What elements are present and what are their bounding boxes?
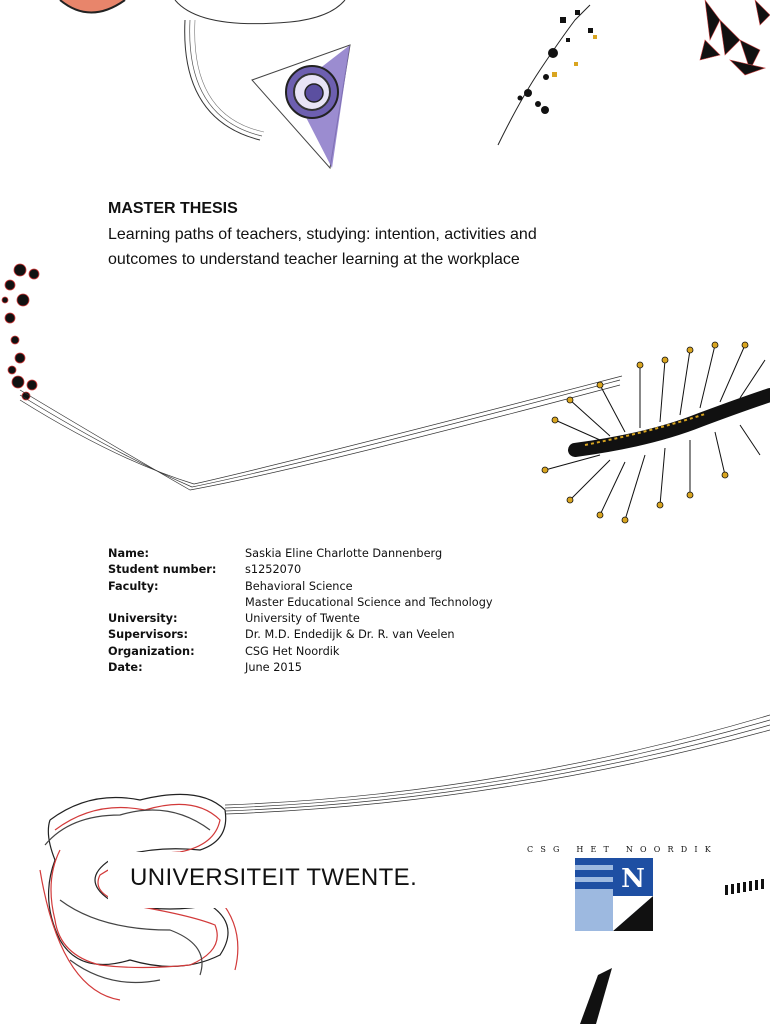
info-table xyxy=(108,546,493,676)
dotted-branch-decoration xyxy=(498,5,597,145)
info-row xyxy=(108,546,493,562)
lower-sweeping-lines-decoration xyxy=(225,715,770,814)
info-value: Master Educational Science and Technology xyxy=(245,595,493,609)
info-row xyxy=(108,644,493,660)
school-logo-text: CSG HET NOORDIK xyxy=(527,845,718,854)
info-value: Behavioral Science xyxy=(245,579,353,593)
info-value: CSG Het Noordik xyxy=(245,644,340,658)
purple-triangle-decoration xyxy=(252,45,350,168)
top-right-geometric-decoration xyxy=(700,0,770,75)
info-value: s1252070 xyxy=(245,563,302,577)
caterpillar-decoration xyxy=(542,342,770,523)
info-value: June 2015 xyxy=(245,661,302,675)
school-logo-letter: N xyxy=(621,864,645,894)
info-row xyxy=(108,562,493,578)
info-label: Date: xyxy=(108,661,143,675)
title-block xyxy=(108,200,548,272)
info-label: Name: xyxy=(108,547,150,560)
university-twente-logo xyxy=(108,852,428,908)
info-row xyxy=(108,595,493,611)
info-label: University: xyxy=(108,612,178,626)
info-row xyxy=(108,611,493,627)
info-label xyxy=(108,595,245,611)
info-value: Dr. M.D. Endedijk & Dr. R. van Veelen xyxy=(245,628,455,642)
info-label: Organization: xyxy=(108,644,195,658)
thesis-title: Learning paths of teachers, studying: intention, activities and outcomes to understand teacher learning at the workplace xyxy=(108,226,537,268)
info-value: Saskia Eline Charlotte Dannenberg xyxy=(245,547,443,560)
info-row xyxy=(108,660,493,676)
info-row xyxy=(108,579,493,595)
left-dotted-column-decoration xyxy=(2,264,39,400)
school-logo-icon xyxy=(575,858,653,931)
info-label: Supervisors: xyxy=(108,628,189,642)
info-label: Student number: xyxy=(108,563,217,577)
thesis-label: MASTER THESIS xyxy=(108,200,238,217)
info-label: Faculty: xyxy=(108,579,159,593)
university-logo-text: UNIVERSITEIT TWENTE. xyxy=(130,864,418,891)
info-value: University of Twente xyxy=(245,612,360,626)
info-row xyxy=(108,627,493,643)
sweeping-lines-decoration xyxy=(20,376,622,490)
